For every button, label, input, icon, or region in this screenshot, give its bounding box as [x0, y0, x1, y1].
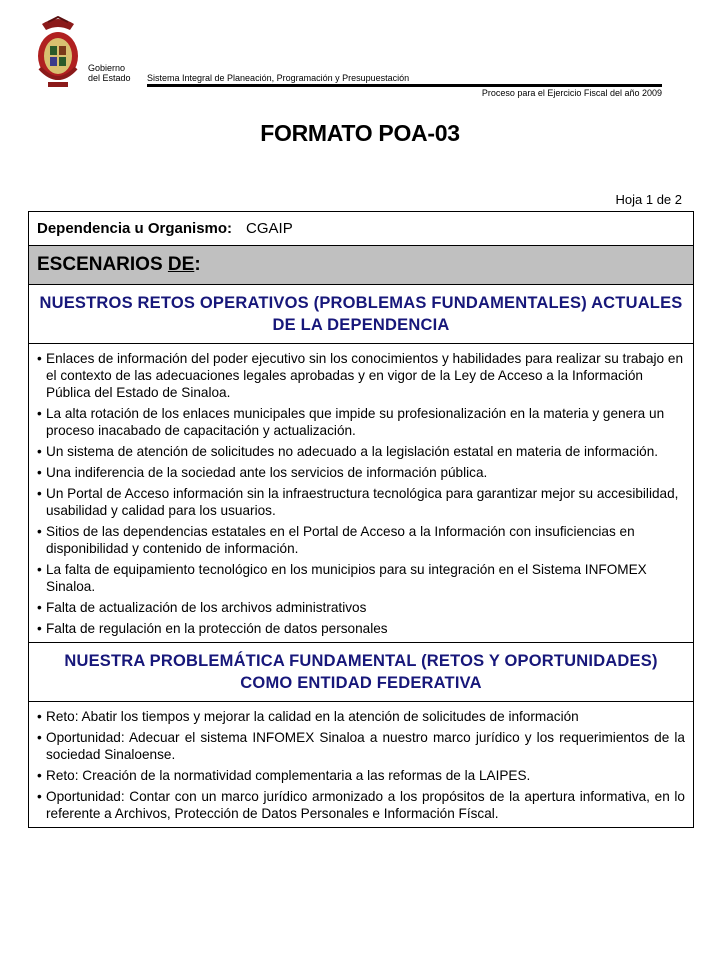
list-item: • Falta de actualización de los archivos administrativos: [37, 599, 685, 616]
escenarios-prefix: ESCENARIOS: [37, 254, 168, 275]
section1-body: [29, 344, 693, 643]
section2-list: [29, 702, 693, 827]
escenarios-row: [29, 246, 693, 285]
section1-heading: NUESTROS RETOS OPERATIVOS (PROBLEMAS FUNDAMENTALES) ACTUALES DE LA DEPENDENCIA: [29, 285, 693, 344]
government-label: [88, 63, 131, 83]
list-item: • Una indiferencia de la sociedad ante los servicios de información pública.: [37, 464, 685, 481]
header-rule: [147, 84, 662, 87]
gov-line-1: Gobierno: [88, 63, 126, 73]
list-item: • Reto: Abatir los tiempos y mejorar la calidad en la atención de solicitudes de información: [37, 708, 685, 725]
dependencia-label: Dependencia u Organismo:: [37, 220, 233, 237]
list-item: • Oportunidad: Adecuar el sistema INFOMEX Sinaloa a nuestro marco jurídico y los requerimientos de la sociedad Sinaloense.: [37, 729, 685, 763]
list-item: • Un Portal de Acceso información sin la infraestructura tecnológica para garantizar mejor su accesibilidad, usabilidad y calidad para los usuarios.: [37, 485, 685, 519]
section1-list: [29, 344, 693, 642]
form-frame: [28, 211, 694, 828]
list-item: • Enlaces de información del poder ejecutivo sin los conocimientos y habilidades para realizar su trabajo en el contexto de las adecuaciones legales aprobadas y en vigor de la Ley de Acceso a la Información Pública del Estado de Sinaloa.: [37, 350, 685, 401]
dependencia-value: CGAIP: [246, 220, 293, 237]
list-item: • Falta de regulación en la protección de datos personales: [37, 620, 685, 637]
process-year: Proceso para el Ejercicio Fiscal del año 2009: [481, 88, 662, 98]
dependencia-row: [29, 212, 693, 246]
list-item: • Oportunidad: Contar con un marco jurídico armonizado a los propósitos de la apertura informativa, en lo referente a Archivos, Protección de Datos Personales e Información Físcal.: [37, 788, 685, 822]
section2-heading: NUESTRA PROBLEMÁTICA FUNDAMENTAL (RETOS Y OPORTUNIDADES) COMO ENTIDAD FEDERATIVA: [29, 643, 693, 702]
escenarios-suffix: :: [194, 254, 201, 275]
list-item: • Sitios de las dependencias estatales en el Portal de Acceso a la Información con insuficiencias en disponibilidad y contenido de información.: [37, 523, 685, 557]
list-item: • La alta rotación de los enlaces municipales que impide su profesionalización en la materia y genera un proceso inacabado de capacitación y actualización.: [37, 405, 685, 439]
list-item: • Un sistema de atención de solicitudes no adecuado a la legislación estatal en materia de información.: [37, 443, 685, 460]
list-item: • Reto: Creación de la normatividad complementaria a las reformas de la LAIPES.: [37, 767, 685, 784]
section2-body: [29, 702, 693, 827]
list-item: • La falta de equipamiento tecnológico en los municipios para su integración en el Sistema INFOMEX Sinaloa.: [37, 561, 685, 595]
sheet-number: Hoja 1 de 2: [615, 192, 682, 207]
gov-line-2: del Estado: [88, 73, 131, 83]
page-title: FORMATO POA-03: [260, 120, 460, 146]
state-seal-icon: [34, 16, 82, 94]
escenarios-underlined: DE: [167, 254, 195, 275]
system-name: Sistema Integral de Planeación, Programación y Presupuestación: [147, 73, 410, 83]
